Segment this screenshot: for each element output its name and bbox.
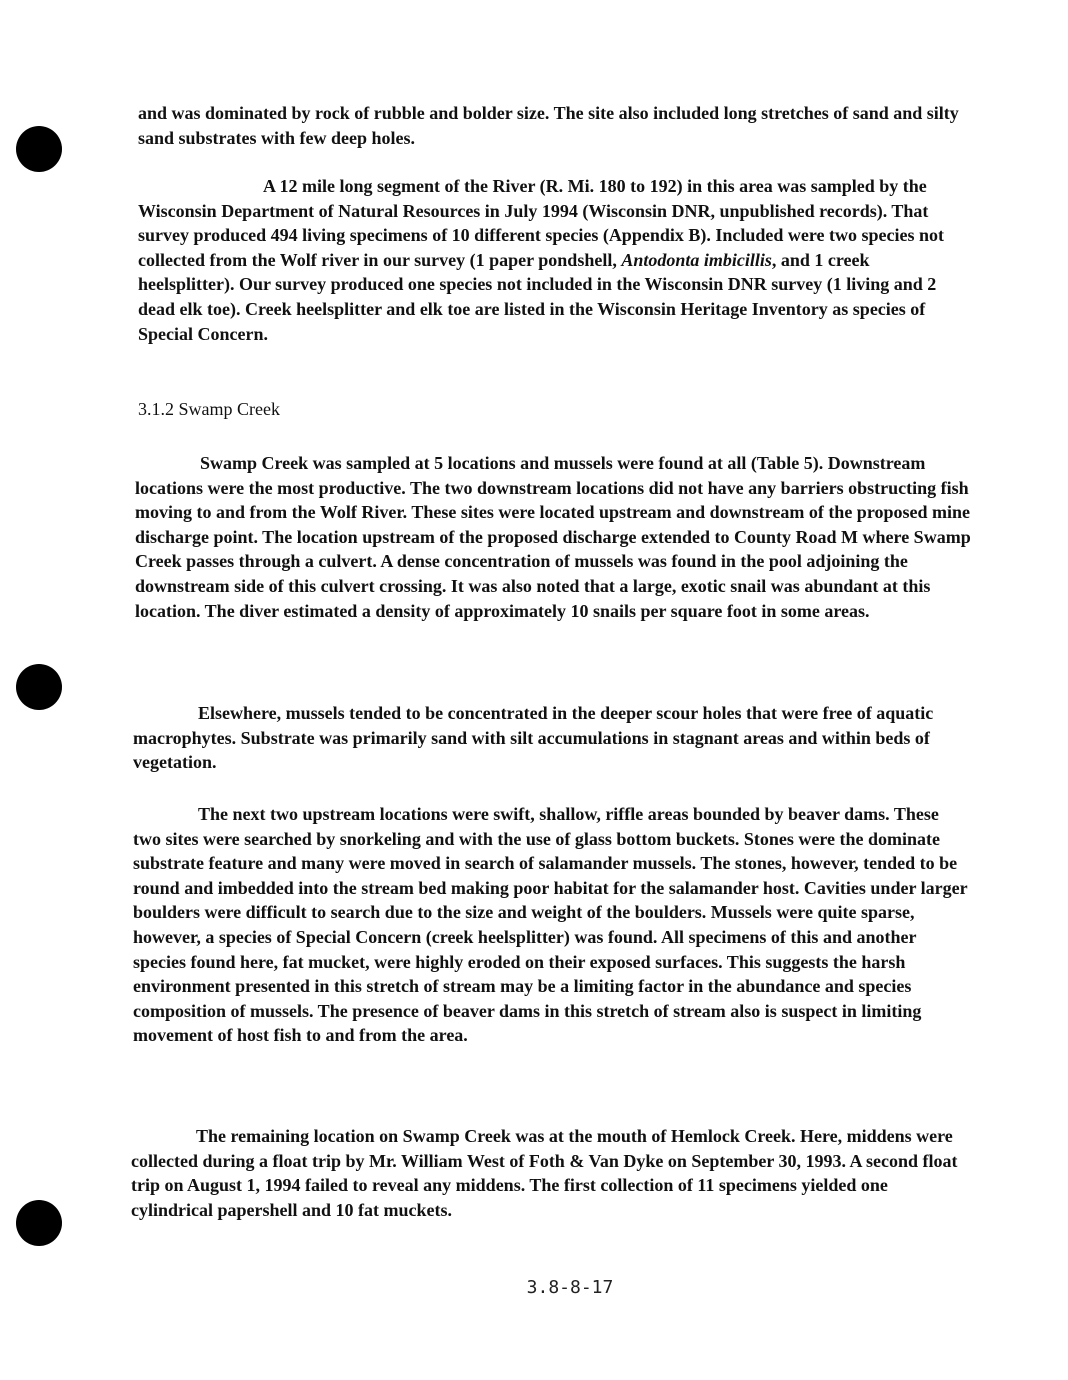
paragraph-upstream-locations: The next two upstream locations were swift, shallow, riffle areas bounded by beaver dams. These two sites were searched by snorkeling and with the use of glass bottom buckets. Stones were the dominate substrate feature and many were moved in search of salamander mussels. The stones, however, tended to be round and imbedded into the stream bed making poor habitat for the salamander host. Cavities under larger boulders were difficult to search due to the size and weight of the boulders. Mussels were quite sparse, however, a species of Special Concern (creek heelsplitter) was found. All specimens of this and another species found here, fat mucket, were highly eroded on their exposed surfaces. This suggests the harsh environment presented in this stretch of stream may be a limiting factor in the abundance and species composition of mussels. The presence of beaver dams in this stretch of stream also is suspect in limiting movement of host fish to and from the area. [133,804,968,1046]
paragraph-wolf-river-part2: , and 1 creek heelsplitter). Our survey produced one species not included in the Wisconsin DNR survey (1 living and 2 dead elk toe). Creek heelsplitter and elk toe are listed in the Wisconsin Heritage Inventory as species of Special Concern. [138,249,937,344]
page-number: 3.8-8-17 [526,1277,614,1298]
paragraph-wolf-river [138,174,966,346]
species-name-italic: Antodonta imbicillis [621,249,772,270]
binder-hole-bottom [16,1200,62,1246]
paragraph-elsewhere: Elsewhere, mussels tended to be concentrated in the deeper scour holes that were free of aquatic macrophytes. Substrate was primarily sand with silt accumulations in stagnant areas and within beds of vegetation. [133,703,934,773]
paragraph-swamp-creek: Swamp Creek was sampled at 5 locations and mussels were found at all (Table 5). Downstream locations were the most productive. The two downstream locations did not have any barriers obstructing fish moving to and from the Wolf River. These sites were located upstream and downstream of the proposed mine discharge point. The location upstream of the proposed discharge extended to County Road M where Swamp Creek passes through a culvert. A dense concentration of mussels was found in the pool adjoining the downstream side of this culvert crossing. It was also noted that a large, exotic snail was abundant at this location. The diver estimated a density of approximately 10 snails per square foot in some areas. [135,453,971,621]
paragraph-continued: and was dominated by rock of rubble and bolder size. The site also included long stretches of sand and silty sand substrates with few deep holes. [138,103,959,148]
paragraph-wolf-river-part1: A 12 mile long segment of the River (R. Mi. 180 to 192) in this area was sampled by the Wisconsin Department of Natural Resources in July 1994 (Wisconsin DNR, unpublished records). That survey produced 494 living specimens of 10 different species (Appendix B). Included were two species not collected from the Wolf river in our survey (1 paper pondshell, [138,176,945,270]
binder-hole-top [16,126,62,172]
section-heading: 3.1.2 Swamp Creek [138,399,280,419]
binder-hole-middle [16,664,62,710]
paragraph-remaining-location: The remaining location on Swamp Creek was at the mouth of Hemlock Creek. Here, middens were collected during a float trip by Mr. William West of Foth & Van Dyke on September 30, 1993. A second float trip on August 1, 1994 failed to reveal any middens. The first collection of 11 specimens yielded one cylindrical papershell and 10 fat muckets. [131,1126,958,1220]
